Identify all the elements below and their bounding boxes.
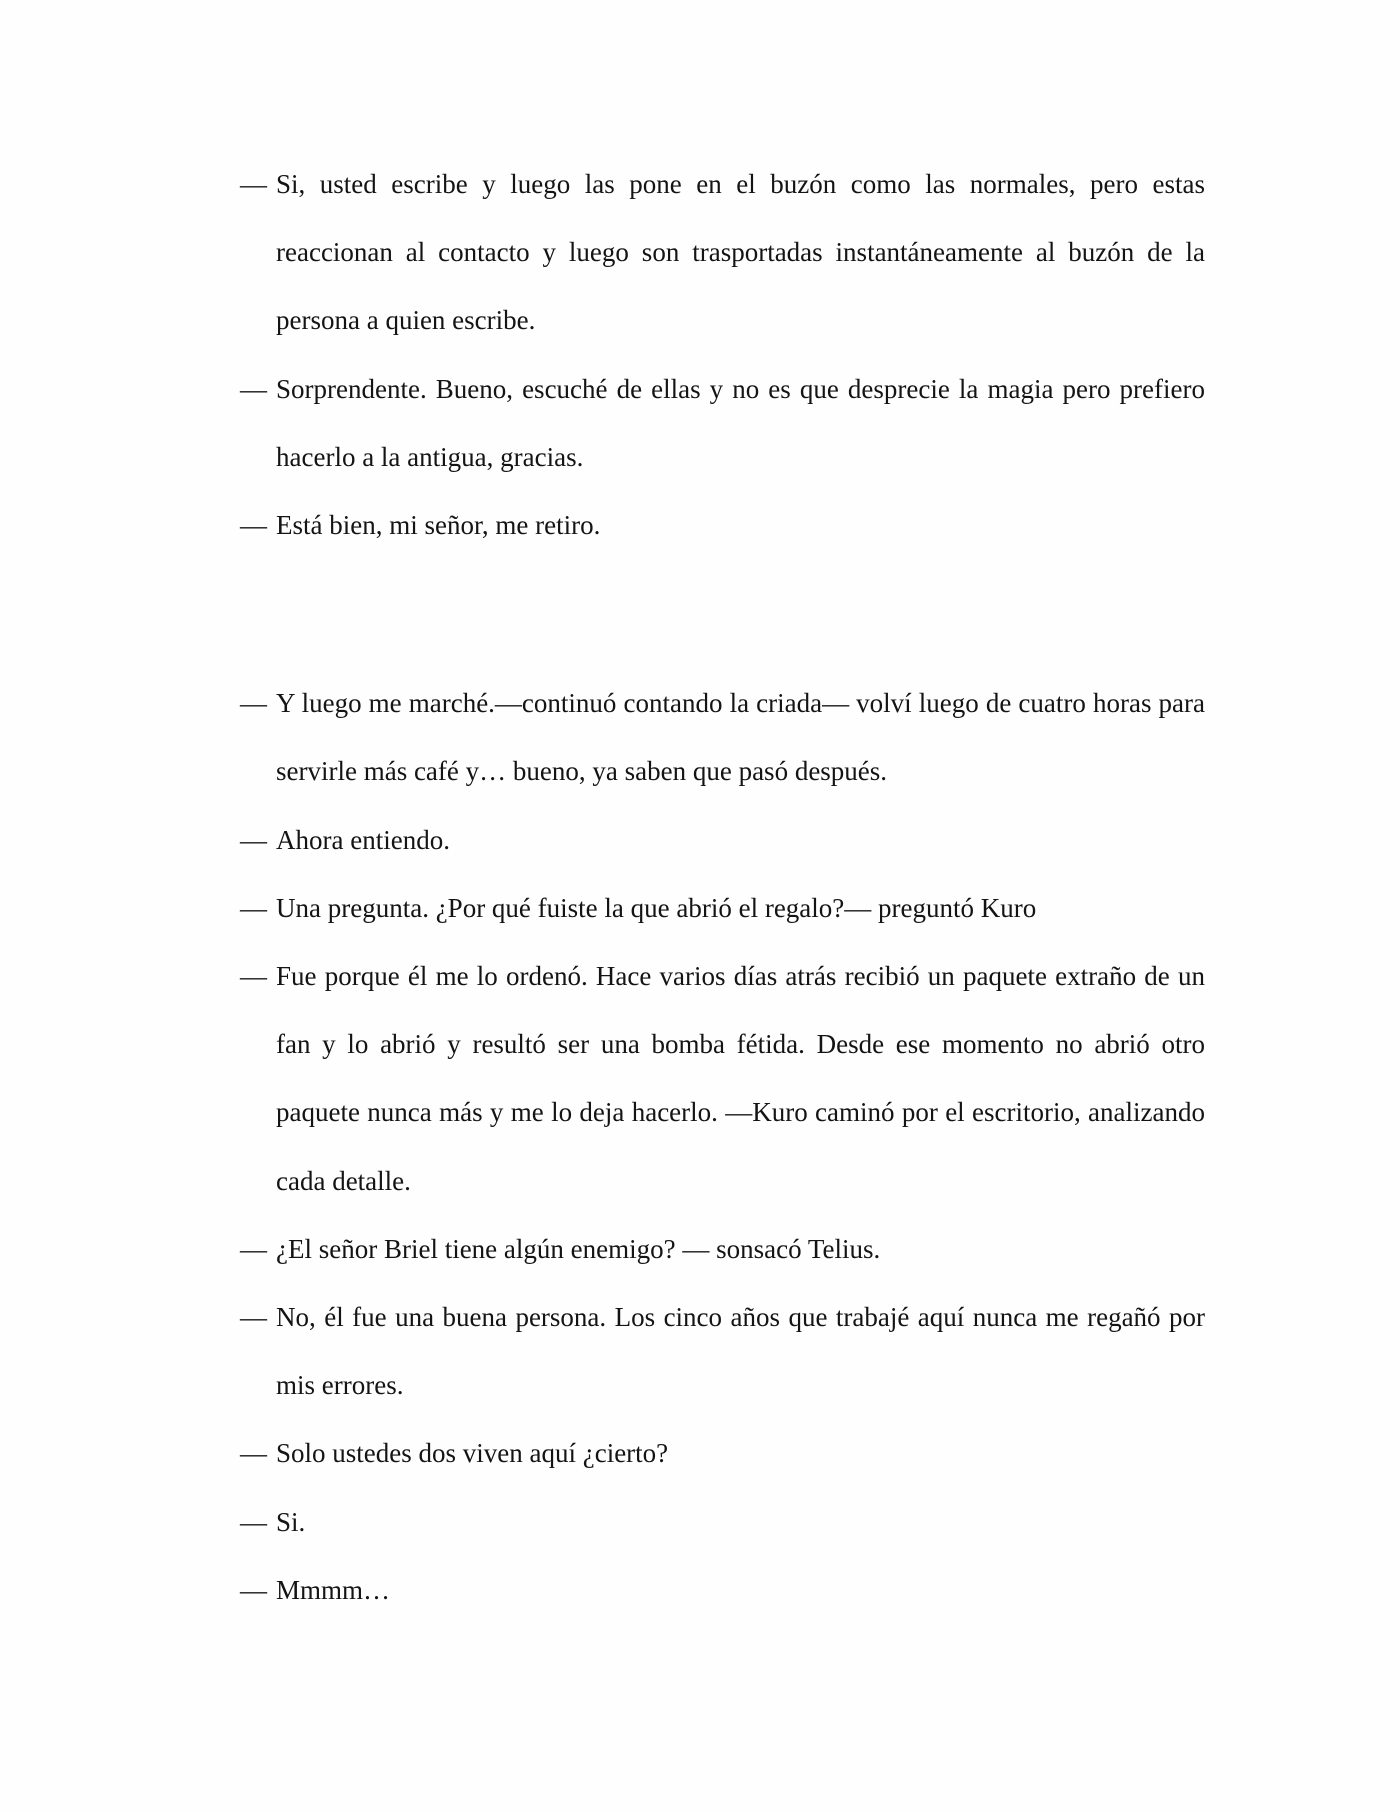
dialogue-text-line: Sorprendente. Bueno, escuché de ellas y no es que desprecie la magia pero prefiero hacerlo a la antigua, gracias. (276, 373, 1205, 472)
dialogue-line (240, 150, 1205, 355)
dialogue-text (240, 150, 1205, 1624)
dialogue-line (240, 1419, 1205, 1487)
dialogue-text-line: Si, usted escribe y luego las pone en el buzón como las normales, pero estas reaccionan al contacto y luego son trasportadas instantáneamente al buzón de la persona a quien escribe. (276, 169, 1205, 336)
dialogue-line (240, 806, 1205, 874)
dialogue-dash: — (240, 510, 267, 541)
dialogue-line (240, 1215, 1205, 1283)
dialogue-text-line: Fue porque él me lo ordenó. Hace varios días atrás recibió un paquete extraño de un fan y lo abrió y resultó ser una bomba fétida. Desde ese momento no abrió otro paquete nunca más y me lo deja hacerlo. —Kuro caminó por el escritorio, analizando cada detalle. (276, 961, 1205, 1196)
dialogue-line (240, 942, 1205, 1215)
dialogue-dash: — (240, 373, 267, 404)
dialogue-dash: — (240, 1302, 267, 1333)
dialogue-dash: — (240, 961, 267, 992)
dialogue-text-line: Mmmm… (276, 1574, 391, 1605)
dialogue-text-line: Está bien, mi señor, me retiro. (276, 510, 601, 541)
dialogue-dash: — (240, 892, 267, 923)
dialogue-line (240, 874, 1205, 942)
dialogue-line (240, 1488, 1205, 1556)
dialogue-text-line: Una pregunta. ¿Por qué fuiste la que abrió el regalo?— preguntó Kuro (276, 892, 1037, 923)
dialogue-text-line: Solo ustedes dos viven aquí ¿cierto? (276, 1438, 669, 1469)
dialogue-text-line: No, él fue una buena persona. Los cinco años que trabajé aquí nunca me regañó por mis errores. (276, 1302, 1205, 1401)
dialogue-text-line: Ahora entiendo. (276, 824, 450, 855)
dialogue-line (240, 669, 1205, 805)
dialogue-dash: — (240, 688, 267, 719)
dialogue-line (240, 355, 1205, 491)
dialogue-dash: — (240, 1233, 267, 1264)
dialogue-text-line: ¿El señor Briel tiene algún enemigo? — sonsacó Telius. (276, 1233, 881, 1264)
dialogue-dash: — (240, 1506, 267, 1537)
dialogue-text-line: Y luego me marché.—continuó contando la criada— volví luego de cuatro horas para servirle más café y… bueno, ya saben que pasó después. (276, 688, 1205, 787)
dialogue-line (240, 1556, 1205, 1624)
dialogue-dash: — (240, 1574, 267, 1605)
dialogue-text-line: Si. (276, 1506, 306, 1537)
dialogue-dash: — (240, 1438, 267, 1469)
dialogue-dash: — (240, 169, 267, 199)
dialogue-line (240, 1283, 1205, 1419)
scene-break (240, 559, 1205, 669)
dialogue-dash: — (240, 824, 267, 855)
dialogue-line (240, 491, 1205, 559)
